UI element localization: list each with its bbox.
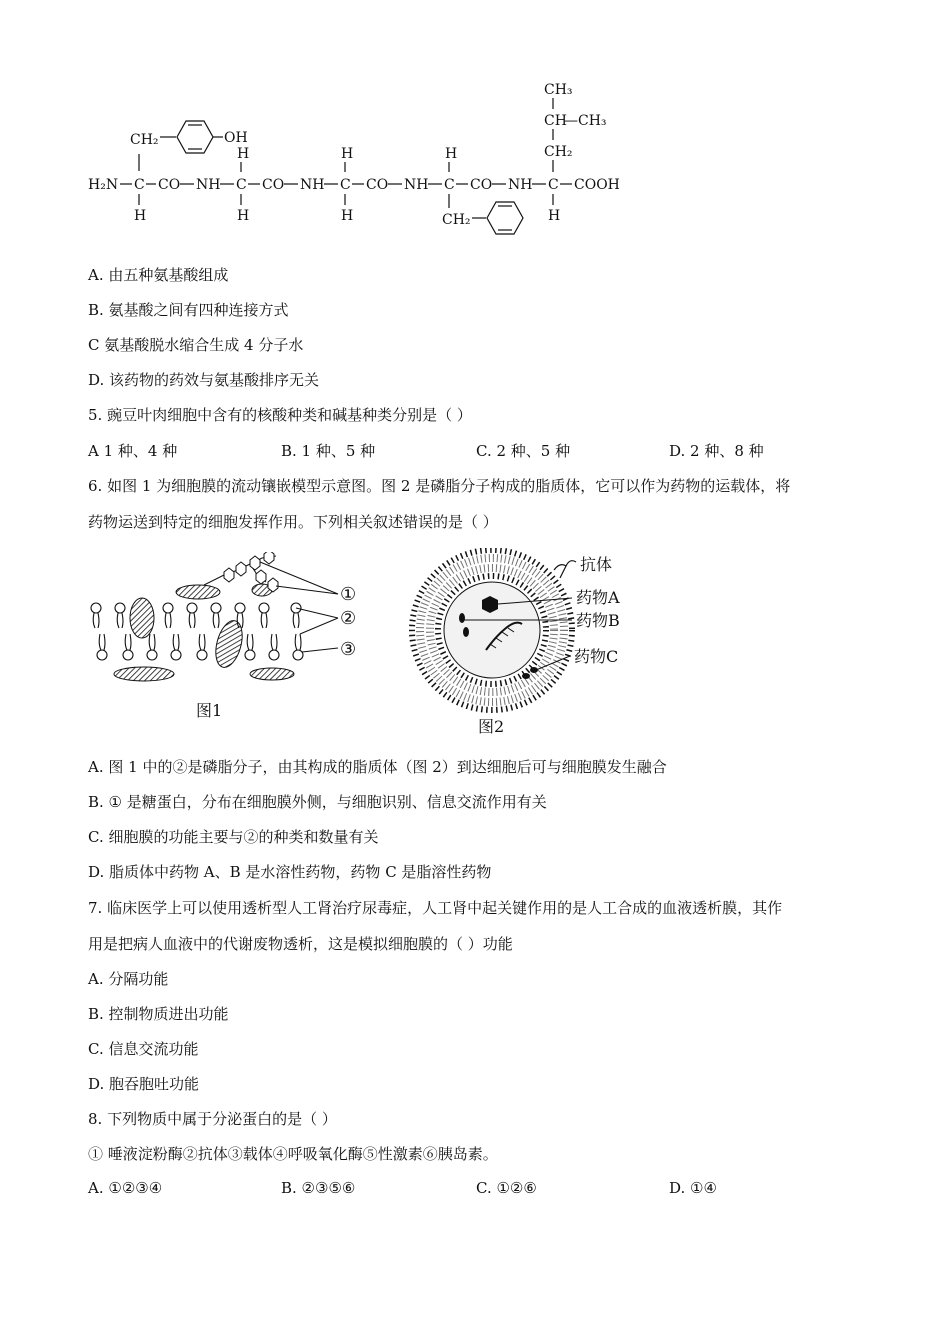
q8-option-d: D. ①④ — [669, 1179, 717, 1197]
transmembrane-protein — [211, 618, 247, 671]
amino-group: H₂N — [88, 177, 119, 193]
q6-option-a: A. 图 1 中的②是磷脂分子，由其构成的脂质体（图 2）到达细胞后可与细胞膜发生融合 — [88, 758, 667, 776]
phenol-ring — [177, 121, 213, 153]
lower-phospholipid-layer — [97, 634, 303, 660]
imino-2: NH — [300, 177, 325, 193]
peptide-structure-diagram — [86, 78, 646, 238]
imino-4: NH — [508, 177, 533, 193]
q7-option-b: B. 控制物质进出功能 — [88, 1005, 229, 1023]
q7-stem-line2: 用是把病人血液中的代谢废物透析，这是模拟细胞膜的（ ）功能 — [88, 935, 513, 953]
fig2-caption: 图2 — [478, 717, 505, 736]
q8-option-a: A. ①②③④ — [88, 1179, 163, 1197]
q4-option-d: D. 该药物的药效与氨基酸排序无关 — [88, 371, 320, 389]
q4-option-b: B. 氨基酸之间有四种连接方式 — [88, 301, 289, 319]
q8-option-b: B. ②③⑤⑥ — [281, 1179, 356, 1197]
q6-stem-line1: 6. 如图 1 为细胞膜的流动镶嵌模型示意图。图 2 是磷脂分子构成的脂质体，它可以作为药物的运载体，将 — [88, 477, 791, 495]
q8-option-c: C. ①②⑥ — [476, 1179, 537, 1197]
carboxyl-group: COOH — [574, 177, 620, 193]
upper-phospholipid-layer — [91, 603, 301, 628]
hydroxyl: OH — [224, 130, 248, 146]
alpha-carbon-1: C — [134, 177, 145, 193]
h-5-bottom: H — [548, 208, 561, 224]
ch-branch: CH — [544, 113, 567, 129]
q6-stem-line2: 药物运送到特定的细胞发挥作用。下列相关叙述错误的是（ ） — [88, 513, 498, 531]
q8-options — [88, 1179, 888, 1199]
peripheral-protein-bottom-right — [250, 668, 294, 680]
q8-items: ① 唾液淀粉酶②抗体③载体④呼吸氧化酶⑤性激素⑥胰岛素。 — [88, 1145, 498, 1163]
drug-b-dot-1 — [459, 613, 465, 623]
embedded-protein-1 — [130, 598, 154, 638]
q5-stem: 5. 豌豆叶肉细胞中含有的核酸种类和碱基种类分别是（ ） — [88, 406, 472, 424]
q8-stem: 8. 下列物质中属于分泌蛋白的是（ ） — [88, 1110, 337, 1128]
q5-option-b: B. 1 种、5 种 — [281, 442, 376, 460]
q5-options — [88, 440, 888, 460]
q5-option-d: D. 2 种、8 种 — [669, 442, 764, 460]
figure1-membrane-model — [86, 552, 376, 724]
q7-option-c: C. 信息交流功能 — [88, 1040, 199, 1058]
carbonyl-3: CO — [366, 177, 389, 193]
h-2-top: H — [237, 146, 250, 162]
peripheral-protein-bottom-left — [114, 667, 174, 681]
q6-option-c: C. 细胞膜的功能主要与②的种类和数量有关 — [88, 828, 379, 846]
h-1-bottom: H — [134, 208, 147, 224]
h-3-top: H — [341, 146, 354, 162]
ch3-side: —CH₃ — [564, 113, 607, 129]
benzene-ring — [487, 202, 523, 234]
ch2-5: CH₂ — [544, 144, 573, 160]
q7-stem-line1: 7. 临床医学上可以使用透析型人工肾治疗尿毒症，人工肾中起关键作用的是人工合成的血液透析膜，其作 — [88, 899, 783, 917]
q5-option-c: C. 2 种、5 种 — [476, 442, 571, 460]
fig2-label-drug-a: 药物A — [576, 588, 620, 607]
fig2-label-drug-b: 药物B — [576, 611, 620, 630]
fig2-label-drug-c: 药物C — [574, 647, 619, 666]
q6-option-b: B. ① 是糖蛋白，分布在细胞膜外侧，与细胞识别、信息交流作用有关 — [88, 793, 547, 811]
q4-option-a: A. 由五种氨基酸组成 — [88, 266, 229, 284]
alpha-carbon-5: C — [548, 177, 559, 193]
alpha-carbon-3: C — [340, 177, 351, 193]
alpha-carbon-4: C — [444, 177, 455, 193]
q7-option-d: D. 胞吞胞吐功能 — [88, 1075, 200, 1093]
q5-option-a: A 1 种、4 种 — [88, 442, 178, 460]
surface-protein-top — [176, 585, 220, 599]
fig1-label-1: ① — [340, 584, 357, 605]
drug-c-marker-1 — [522, 673, 530, 679]
q6-option-d: D. 脂质体中药物 A、B 是水溶性药物，药物 C 是脂溶性药物 — [88, 863, 492, 881]
alpha-carbon-2: C — [236, 177, 247, 193]
h-3-bottom: H — [341, 208, 354, 224]
h-4-top: H — [445, 146, 458, 162]
antibody-icon — [554, 561, 576, 578]
carbonyl-1: CO — [158, 177, 181, 193]
fig1-label-2: ② — [340, 608, 357, 629]
q4-option-c: C 氨基酸脱水缩合生成 4 分子水 — [88, 336, 304, 354]
drug-b-dot-2 — [463, 627, 469, 637]
figure2-liposome — [400, 548, 650, 740]
ch2-1: CH₂ — [130, 132, 159, 148]
fig2-label-antibody: 抗体 — [580, 555, 613, 574]
ch3-top: CH₃ — [544, 82, 573, 98]
imino-1: NH — [196, 177, 221, 193]
h-2-bottom: H — [237, 208, 250, 224]
carbonyl-2: CO — [262, 177, 285, 193]
q7-option-a: A. 分隔功能 — [88, 970, 169, 988]
fig1-caption: 图1 — [196, 701, 223, 720]
fig1-label-3: ③ — [340, 639, 357, 660]
imino-3: NH — [404, 177, 429, 193]
ch2-4: CH₂ — [442, 212, 471, 228]
carbonyl-4: CO — [470, 177, 493, 193]
